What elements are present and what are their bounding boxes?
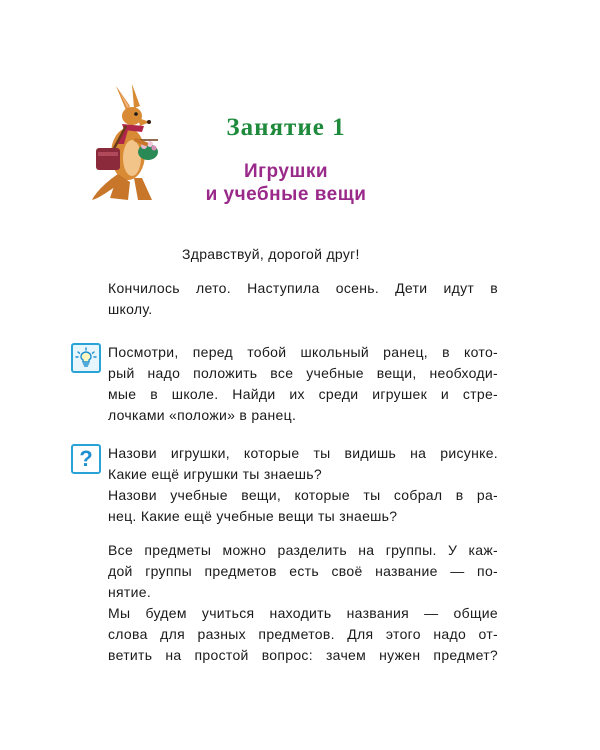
task-paragraph bbox=[108, 342, 498, 426]
text-line: дой группы предметов есть своё название — по- bbox=[108, 563, 498, 579]
conclusion-paragraph bbox=[108, 540, 498, 666]
text-line: Мы будем учиться находить названия — общие bbox=[108, 605, 498, 621]
text-line: нятие. bbox=[108, 584, 152, 600]
text-line: Какие ещё игрушки ты знаешь? bbox=[108, 466, 322, 482]
kangaroo-illustration bbox=[88, 82, 172, 204]
text-line: Кончилось лето. Наступила осень. Дети идут в bbox=[108, 280, 498, 296]
text-line: Все предметы можно разделить на группы. У каж- bbox=[108, 542, 498, 558]
text-line: Назови учебные вещи, которые ты собрал в ра- bbox=[108, 487, 498, 503]
text-line: лочками «положи» в ранец. bbox=[108, 407, 297, 423]
question-icon bbox=[71, 444, 101, 474]
lightbulb-glyph bbox=[75, 347, 97, 369]
text-line: Назови игрушки, которые ты видишь на рисунке. bbox=[108, 445, 498, 461]
text-line: слова для разных предметов. Для этого надо от- bbox=[108, 626, 498, 642]
text-line: ветить на простой вопрос: зачем нужен предмет? bbox=[108, 647, 498, 663]
subtitle-line: и учебные вещи bbox=[205, 184, 367, 205]
lesson-title: Занятие 1 bbox=[226, 114, 346, 141]
lightbulb-icon bbox=[71, 343, 101, 373]
text-line: Посмотри, перед тобой школьный ранец, в кото- bbox=[108, 344, 498, 360]
text-line: рый надо положить все учебные вещи, необходи- bbox=[108, 365, 498, 381]
subtitle-line: Игрушки bbox=[243, 161, 329, 182]
questions-paragraph bbox=[108, 443, 498, 527]
lesson-subtitle bbox=[176, 160, 396, 206]
question-mark-glyph: ? bbox=[79, 446, 93, 471]
text-line: мые в школе. Найди их среди игрушек и стре- bbox=[108, 386, 498, 402]
text-line: нец. Какие ещё учебные вещи ты знаешь? bbox=[108, 508, 398, 524]
text-line: школу. bbox=[108, 301, 153, 317]
greeting: Здравствуй, дорогой друг! bbox=[182, 246, 360, 262]
intro-paragraph bbox=[108, 278, 498, 320]
